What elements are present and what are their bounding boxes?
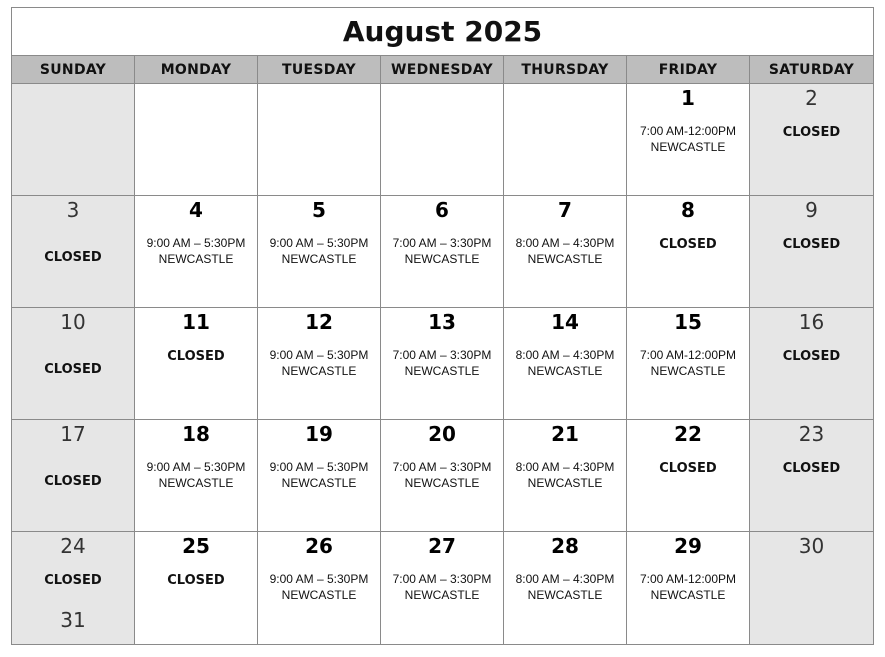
day-cell [381, 196, 504, 308]
hours-text: 9:00 AM – 5:30PM [269, 348, 369, 362]
day-number: 24 [60, 534, 86, 558]
hours-block [258, 347, 380, 379]
day-number: 3 [66, 198, 80, 222]
day-cell [12, 532, 135, 644]
day-number: 28 [551, 534, 579, 558]
weekday-thursday: THURSDAY [504, 56, 627, 83]
day-number: 22 [674, 422, 702, 446]
day-number: 15 [674, 310, 702, 334]
hours-block [381, 235, 503, 267]
hours-block [381, 571, 503, 603]
hours-text: 7:00 AM-12:00PM [639, 348, 737, 362]
hours-text: 7:00 AM – 3:30PM [392, 572, 492, 586]
day-cell [504, 532, 627, 644]
location-text: NEWCASTLE [281, 476, 357, 490]
location-text: NEWCASTLE [527, 588, 603, 602]
location-text: NEWCASTLE [404, 252, 480, 266]
day-cell [258, 532, 381, 644]
hours-text: 7:00 AM-12:00PM [639, 124, 737, 138]
location-text: NEWCASTLE [527, 364, 603, 378]
hours-text: 7:00 AM – 3:30PM [392, 460, 492, 474]
day-number: 14 [551, 310, 579, 334]
day-number: 4 [189, 198, 203, 222]
day-cell [381, 84, 504, 196]
location-text: NEWCASTLE [650, 364, 726, 378]
closed-label: CLOSED [44, 362, 102, 377]
day-cell [258, 196, 381, 308]
day-cell [504, 196, 627, 308]
day-number: 7 [558, 198, 572, 222]
closed-label: CLOSED [782, 349, 841, 364]
closed-label: CLOSED [782, 237, 841, 252]
location-text: NEWCASTLE [158, 252, 234, 266]
hours-block [504, 571, 626, 603]
day-cell [750, 308, 873, 420]
hours-block [135, 235, 257, 267]
weekday-friday: FRIDAY [627, 56, 750, 83]
hours-text: 7:00 AM – 3:30PM [392, 348, 492, 362]
day-number: 6 [435, 198, 449, 222]
hours-block [258, 571, 380, 603]
day-cell [135, 84, 258, 196]
day-cell [627, 84, 750, 196]
weekday-header-row [12, 56, 873, 84]
day-cell [504, 308, 627, 420]
day-number: 18 [182, 422, 210, 446]
hours-block [627, 123, 749, 155]
day-number: 1 [681, 86, 695, 110]
location-text: NEWCASTLE [527, 476, 603, 490]
hours-text: 9:00 AM – 5:30PM [146, 236, 246, 250]
location-text: NEWCASTLE [158, 476, 234, 490]
location-text: NEWCASTLE [281, 364, 357, 378]
day-cell [135, 308, 258, 420]
day-number-extra: 31 [60, 608, 86, 632]
weekday-tuesday: TUESDAY [258, 56, 381, 83]
location-text: NEWCASTLE [404, 476, 480, 490]
day-number: 10 [60, 310, 86, 334]
day-cell [12, 84, 135, 196]
hours-block [627, 347, 749, 379]
hours-block [258, 235, 380, 267]
day-number: 9 [805, 198, 818, 222]
location-text: NEWCASTLE [404, 364, 480, 378]
hours-block [381, 347, 503, 379]
weekday-saturday: SATURDAY [768, 61, 855, 78]
location-text: NEWCASTLE [404, 588, 480, 602]
calendar-title: August 2025 [12, 8, 873, 56]
day-cell [381, 532, 504, 644]
hours-text: 9:00 AM – 5:30PM [269, 572, 369, 586]
location-text: NEWCASTLE [281, 588, 357, 602]
day-number: 11 [182, 310, 210, 334]
closed-label: CLOSED [782, 125, 841, 140]
hours-text: 9:00 AM – 5:30PM [146, 460, 246, 474]
location-text: NEWCASTLE [650, 588, 726, 602]
hours-text: 9:00 AM – 5:30PM [269, 236, 369, 250]
day-cell [504, 84, 627, 196]
location-text: NEWCASTLE [527, 252, 603, 266]
day-number: 2 [805, 86, 818, 110]
day-number: 21 [551, 422, 579, 446]
day-number: 12 [305, 310, 333, 334]
closed-label: CLOSED [167, 573, 225, 588]
day-cell [750, 532, 873, 644]
closed-label: CLOSED [782, 461, 841, 476]
day-cell [381, 308, 504, 420]
hours-block [627, 571, 749, 603]
day-cell [135, 420, 258, 532]
day-cell [258, 84, 381, 196]
hours-text: 8:00 AM – 4:30PM [515, 460, 615, 474]
day-number: 17 [60, 422, 86, 446]
day-cell [627, 420, 750, 532]
day-cell [627, 308, 750, 420]
day-number: 20 [428, 422, 456, 446]
day-cell [381, 420, 504, 532]
day-number: 23 [798, 422, 825, 446]
day-number: 27 [428, 534, 456, 558]
hours-text: 8:00 AM – 4:30PM [515, 348, 615, 362]
day-number: 8 [681, 198, 695, 222]
day-cell [12, 420, 135, 532]
day-number: 30 [798, 534, 825, 558]
day-cell [258, 308, 381, 420]
closed-label: CLOSED [44, 573, 102, 588]
hours-text: 8:00 AM – 4:30PM [515, 572, 615, 586]
weekday-wednesday: WEDNESDAY [381, 56, 504, 83]
hours-block [504, 459, 626, 491]
closed-label: CLOSED [44, 250, 102, 265]
hours-block [135, 459, 257, 491]
day-number: 29 [674, 534, 702, 558]
hours-text: 9:00 AM – 5:30PM [269, 460, 369, 474]
weekday-monday: MONDAY [135, 56, 258, 83]
day-cell [135, 196, 258, 308]
day-cell [750, 196, 873, 308]
closed-label: CLOSED [167, 349, 225, 364]
hours-text: 7:00 AM-12:00PM [639, 572, 737, 586]
hours-text: 8:00 AM – 4:30PM [515, 236, 615, 250]
day-number: 5 [312, 198, 326, 222]
day-cell [750, 420, 873, 532]
day-cell [504, 420, 627, 532]
location-text: NEWCASTLE [650, 140, 726, 154]
day-number: 13 [428, 310, 456, 334]
hours-block [258, 459, 380, 491]
closed-label: CLOSED [44, 474, 102, 489]
location-text: NEWCASTLE [281, 252, 357, 266]
hours-block [504, 235, 626, 267]
hours-text: 7:00 AM – 3:30PM [392, 236, 492, 250]
hours-block [381, 459, 503, 491]
day-cell [750, 84, 873, 196]
hours-block [504, 347, 626, 379]
day-number: 26 [305, 534, 333, 558]
day-number: 19 [305, 422, 333, 446]
weekday-sunday: SUNDAY [12, 56, 135, 83]
day-cell [12, 196, 135, 308]
closed-label: CLOSED [659, 237, 717, 252]
day-number: 25 [182, 534, 210, 558]
day-cell [12, 308, 135, 420]
day-cell [258, 420, 381, 532]
calendar [11, 7, 874, 645]
day-cell [627, 532, 750, 644]
closed-label: CLOSED [659, 461, 717, 476]
day-cell [627, 196, 750, 308]
calendar-grid [12, 84, 873, 644]
day-cell [135, 532, 258, 644]
day-number: 16 [798, 310, 825, 334]
